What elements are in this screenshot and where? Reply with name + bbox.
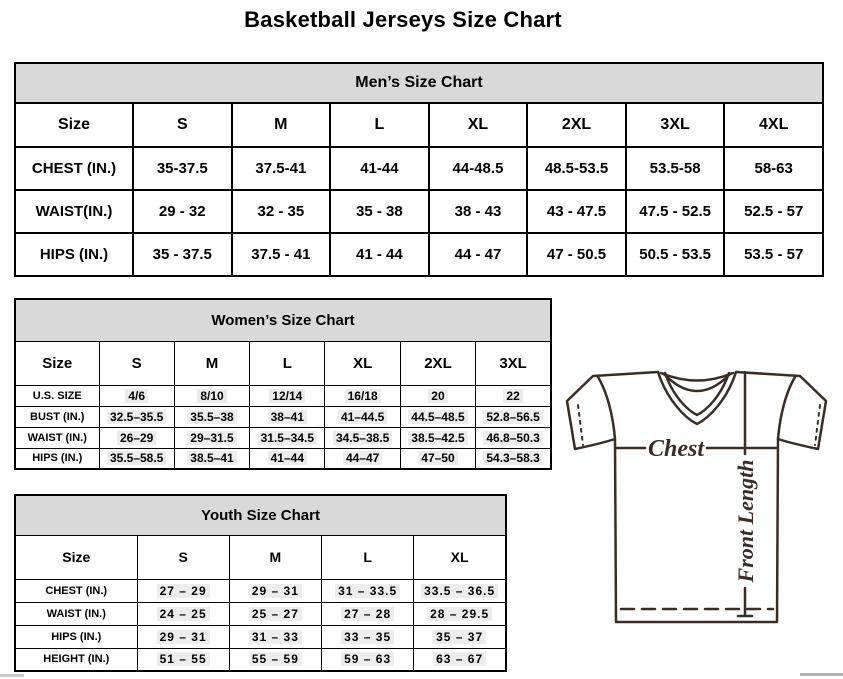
column-header: 2XL [527, 103, 626, 147]
size-value: 38.5–41 [187, 451, 236, 465]
size-value-cell [174, 448, 249, 469]
size-header-row [15, 341, 551, 385]
jersey-diagram [555, 360, 843, 660]
womens-size-chart-table [14, 298, 552, 470]
size-value-cell [322, 579, 414, 602]
size-value: 31.5–34.5 [258, 431, 317, 445]
column-header: S [137, 535, 229, 579]
size-value: 35 - 37.5 [152, 246, 212, 263]
column-header: L [250, 341, 325, 385]
size-value-cell [229, 625, 321, 648]
size-value-cell [250, 427, 325, 448]
size-value: 38 - 43 [454, 203, 502, 220]
size-value: 27 – 28 [341, 607, 394, 621]
size-value: 38.5–42.5 [408, 431, 467, 445]
size-value-cell [137, 625, 229, 648]
size-value-cell [322, 602, 414, 625]
column-header: L [322, 535, 414, 579]
size-header-row [15, 103, 823, 147]
size-header-row [15, 535, 506, 579]
size-value-cell [229, 602, 321, 625]
column-header: 3XL [476, 341, 551, 385]
size-value-cell [400, 448, 475, 469]
size-value: 44 - 47 [454, 246, 502, 263]
column-header: 2XL [400, 341, 475, 385]
size-value: 32 - 35 [257, 203, 305, 220]
column-header: M [232, 103, 331, 147]
size-value: 51 – 55 [157, 652, 210, 666]
size-value-cell [414, 579, 506, 602]
size-value-cell [250, 406, 325, 427]
size-value: 59 – 63 [341, 652, 394, 666]
column-header: M [174, 341, 249, 385]
size-value: 44–47 [343, 451, 382, 465]
column-header: L [330, 103, 429, 147]
size-value-cell [137, 579, 229, 602]
size-value-cell [174, 385, 249, 406]
size-value-cell [400, 427, 475, 448]
chest-label: Chest [647, 436, 705, 462]
table-body [15, 385, 551, 469]
size-value-cell [330, 147, 429, 190]
size-value-cell [99, 406, 174, 427]
size-value: 33.5 – 36.5 [421, 584, 498, 598]
size-value-cell [99, 385, 174, 406]
size-value-cell [232, 147, 331, 190]
size-value: 38–41 [268, 410, 307, 424]
size-value: 37.5 - 41 [251, 246, 311, 263]
size-value-cell [137, 602, 229, 625]
size-value-cell [229, 648, 321, 671]
size-value-cell [724, 233, 823, 276]
size-value: 35 – 37 [433, 630, 486, 644]
size-value: 29 - 32 [158, 203, 206, 220]
size-value-cell [626, 190, 725, 233]
size-value: 4/6 [125, 389, 148, 403]
row-label: CHEST (IN.) [15, 579, 137, 602]
measurement-row [15, 602, 506, 625]
size-value: 50.5 - 53.5 [639, 246, 711, 263]
measurement-row [15, 406, 551, 427]
size-value: 53.5-58 [649, 160, 701, 177]
size-value-cell [476, 427, 551, 448]
measurement-row [15, 579, 506, 602]
size-value-cell [325, 427, 400, 448]
column-header: Size [15, 341, 99, 385]
measurement-row [15, 427, 551, 448]
size-value: 33 – 35 [341, 630, 394, 644]
size-value-cell [250, 448, 325, 469]
size-value: 35.5–38 [187, 410, 236, 424]
size-value: 47–50 [418, 451, 457, 465]
size-value-cell [527, 233, 626, 276]
size-value-cell [724, 147, 823, 190]
size-value: 63 – 67 [433, 652, 486, 666]
size-value-cell [527, 147, 626, 190]
size-value: 48.5-53.5 [544, 160, 609, 177]
size-value-cell [414, 648, 506, 671]
size-value: 25 – 27 [249, 607, 302, 621]
size-value-cell [229, 579, 321, 602]
table-title-row [15, 495, 506, 535]
size-value-cell [99, 427, 174, 448]
size-value: 34.5–38.5 [333, 431, 392, 445]
size-value-cell [325, 448, 400, 469]
front-length-label: Front Length [733, 459, 758, 583]
horizontal-scrollbar-fragment-right[interactable] [800, 673, 843, 676]
row-label: U.S. SIZE [15, 385, 99, 406]
size-value-cell [527, 190, 626, 233]
column-header: XL [325, 341, 400, 385]
table-title-row [15, 63, 823, 103]
size-value: 53.5 - 57 [744, 246, 804, 263]
size-value-cell [400, 385, 475, 406]
size-value-cell [133, 147, 232, 190]
size-value: 37.5-41 [255, 160, 307, 177]
column-header: S [133, 103, 232, 147]
size-value: 55 – 59 [249, 652, 302, 666]
row-label: HEIGHT (IN.) [15, 648, 137, 671]
size-value-cell [133, 190, 232, 233]
size-value: 28 – 29.5 [427, 607, 492, 621]
measurement-row [15, 190, 823, 233]
size-value-cell [330, 233, 429, 276]
size-value: 58-63 [754, 160, 793, 177]
column-header: 4XL [724, 103, 823, 147]
table-body [15, 579, 506, 671]
size-value: 26–29 [117, 431, 156, 445]
size-value: 44.5–48.5 [408, 410, 467, 424]
size-value: 27 – 29 [157, 584, 210, 598]
row-label: CHEST (IN.) [15, 147, 133, 190]
size-value-cell [322, 648, 414, 671]
size-value: 20 [428, 389, 447, 403]
row-label: HIPS (IN.) [15, 625, 137, 648]
row-label: HIPS (IN.) [15, 233, 133, 276]
size-value-cell [626, 147, 725, 190]
jersey-outline [567, 372, 826, 622]
size-value: 8/10 [197, 389, 226, 403]
size-value: 29–31.5 [187, 431, 236, 445]
column-header: Size [15, 535, 137, 579]
size-value: 35.5–58.5 [107, 451, 166, 465]
size-value-cell [429, 190, 528, 233]
size-value-cell [232, 233, 331, 276]
mens-size-chart-table [14, 62, 824, 277]
size-value: 47.5 - 52.5 [639, 203, 711, 220]
size-value: 29 – 31 [157, 630, 210, 644]
size-value: 41 - 44 [356, 246, 403, 263]
size-value: 16/18 [345, 389, 381, 403]
size-value-cell [400, 406, 475, 427]
size-value: 31 – 33 [249, 630, 302, 644]
table-title-row [15, 299, 551, 341]
size-value-cell [325, 385, 400, 406]
size-value-cell [250, 385, 325, 406]
measurement-row [15, 233, 823, 276]
size-value: 41–44.5 [338, 410, 387, 424]
size-value: 32.5–35.5 [107, 410, 166, 424]
size-value: 52.5 - 57 [744, 203, 804, 220]
row-label: HIPS (IN.) [15, 448, 99, 469]
column-header: S [99, 341, 174, 385]
size-value: 31 – 33.5 [335, 584, 400, 598]
table-title: Youth Size Chart [15, 495, 506, 535]
table-body [15, 147, 823, 276]
column-header: 3XL [626, 103, 725, 147]
column-header: XL [429, 103, 528, 147]
size-value-cell [133, 233, 232, 276]
size-value-cell [414, 602, 506, 625]
size-value-cell [414, 625, 506, 648]
youth-size-chart-table [14, 494, 507, 672]
size-value: 46.8–50.3 [483, 431, 542, 445]
table-title: Women’s Size Chart [15, 299, 551, 341]
column-header: Size [15, 103, 133, 147]
size-value-cell [325, 406, 400, 427]
size-value: 12/14 [269, 389, 305, 403]
size-value: 29 – 31 [249, 584, 302, 598]
column-header: XL [414, 535, 506, 579]
size-value-cell [322, 625, 414, 648]
row-label: WAIST (IN.) [15, 427, 99, 448]
size-value: 35-37.5 [156, 160, 208, 177]
size-value: 41-44 [360, 160, 399, 177]
measurement-row [15, 648, 506, 671]
size-value-cell [476, 448, 551, 469]
size-value: 24 – 25 [157, 607, 210, 621]
size-value: 54.3–58.3 [483, 451, 542, 465]
size-value: 47 - 50.5 [546, 246, 607, 263]
size-value-cell [232, 190, 331, 233]
table-title: Men’s Size Chart [15, 63, 823, 103]
measurement-row [15, 448, 551, 469]
row-label: BUST (IN.) [15, 406, 99, 427]
size-value-cell [476, 406, 551, 427]
size-value-cell [626, 233, 725, 276]
page-title: Basketball Jerseys Size Chart [244, 7, 562, 32]
horizontal-scrollbar-fragment-left[interactable] [0, 674, 24, 677]
size-value: 22 [503, 389, 522, 403]
size-value-cell [330, 190, 429, 233]
row-label: WAIST (IN.) [15, 602, 137, 625]
size-value: 41–44 [268, 451, 307, 465]
size-value-cell [724, 190, 823, 233]
size-value: 44-48.5 [452, 160, 504, 177]
size-value: 52.8–56.5 [483, 410, 542, 424]
size-value-cell [476, 385, 551, 406]
measurement-row [15, 385, 551, 406]
size-value-cell [137, 648, 229, 671]
size-value-cell [99, 448, 174, 469]
size-value-cell [429, 233, 528, 276]
size-value-cell [429, 147, 528, 190]
row-label: WAIST(IN.) [15, 190, 133, 233]
measurement-row [15, 147, 823, 190]
size-value-cell [174, 406, 249, 427]
column-header: M [229, 535, 321, 579]
size-value-cell [174, 427, 249, 448]
size-value: 43 - 47.5 [546, 203, 607, 220]
size-value: 35 - 38 [356, 203, 403, 220]
measurement-row [15, 625, 506, 648]
